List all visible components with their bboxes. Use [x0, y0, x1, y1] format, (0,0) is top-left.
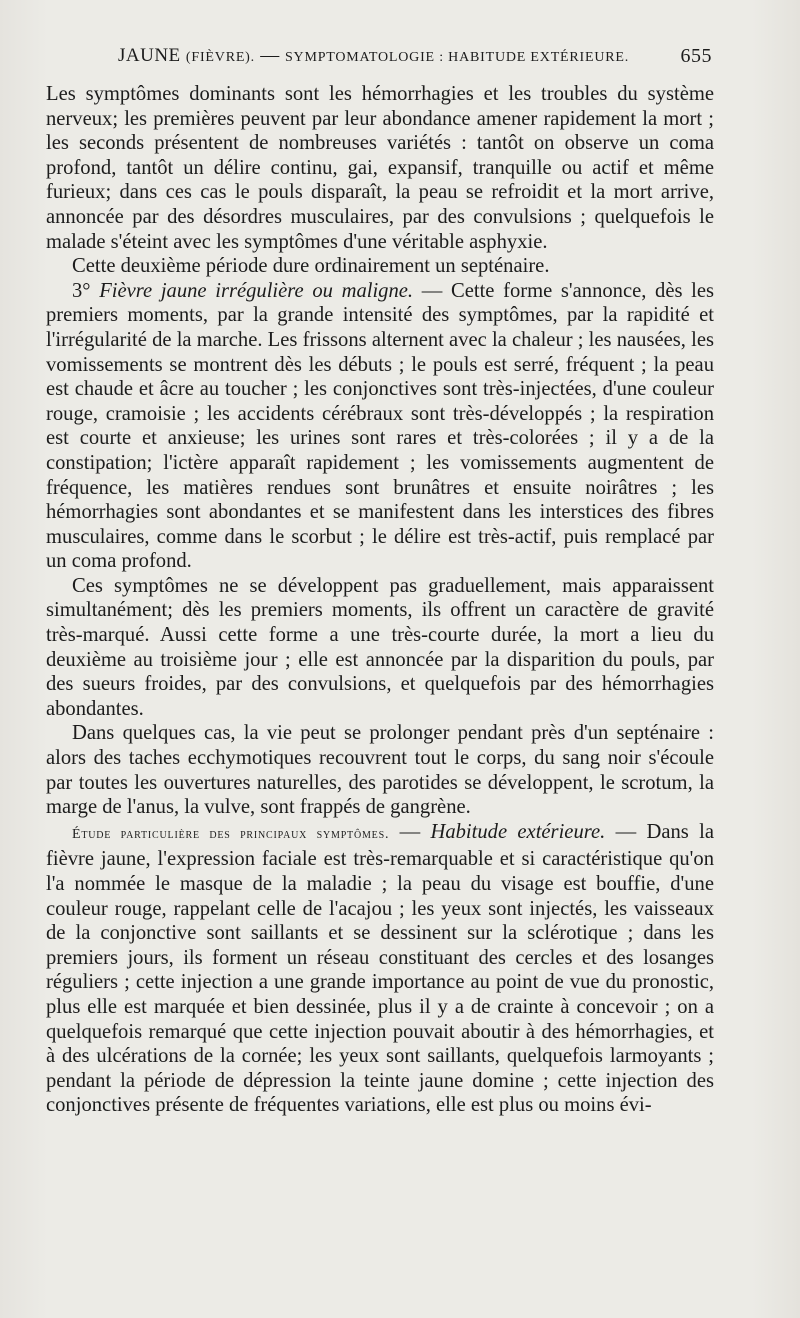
- paragraph-3: [46, 279, 714, 574]
- header-word: JAUNE: [118, 45, 181, 66]
- paragraph-5: Dans quelques cas, la vie peut se prolonger pendant près d'un septénaire : alors des taches ecchymotiques recouvrent tout le corps, du sang noir s'écoule par toutes les ouvertures naturelles, des parotides se développent, le scrotum, la marge de l'anus, la vulve, sont frappés de gangrène.: [46, 722, 714, 819]
- section-dash: —: [399, 820, 421, 843]
- body-text: [46, 82, 714, 1118]
- paragraph-3-number: 3°: [72, 279, 91, 302]
- paragraph-3-title: Fièvre jaune irrégulière ou maligne.: [99, 279, 414, 302]
- paragraph-4: Ces symptômes ne se développent pas graduellement, mais apparaissent simultanément; dès les premiers moments, ils offrent un caractère de gravité très-marqué. Aussi cette forme a une très-courte durée, la mort a lieu du deuxième au troisième jour ; elle est annoncée par la disparition du pouls, par des sueurs froides, par des convulsions, et quelquefois par des hémorrhagies abondantes.: [46, 574, 714, 720]
- paragraph-3-body: — Cette forme s'annonce, dès les premiers moments, par la grande intensité des symptômes, par la rapidité et l'irrégularité de la marche. Les frissons alternent avec la chaleur ; les nausées, les vomissements se montrent dès les débuts ; le pouls est serré, fréquent ; la peau est chaude et âcre au toucher ; les conjonctives sont très-injectées, d'une couleur rouge, cramoisie ; les accidents cérébraux sont très-développés ; la respiration est courte et anxieuse; les urines sont rares et très-colorées ; il y a de la constipation; l'ictère apparaît rapidement ; les vomissements augmentent de fréquence, les matières rendues sont brunâtres et ensuite noirâtres ; les hémorrhagies sont abondantes et se manifestent dans les interstices des fibres musculaires, comme dans le scorbut ; le délire est très-actif, puis remplacé par un coma profond.: [46, 279, 715, 573]
- section-subtitle: Habitude extérieure.: [430, 820, 606, 843]
- section-heading: Étude particulière des principaux symptômes.: [72, 826, 390, 842]
- paragraph-1: Les symptômes dominants sont les hémorrhagies et les troubles du système nerveux; les premières peuvent par leur abondance amener rapidement la mort ; les seconds présentent de nombreuses variétés : tantôt on observe un coma profond, tantôt un délire continu, gai, expansif, tranquille ou actif et même furieux; dans ces cas le pouls disparaît, la peau se refroidit et la mort arrive, annoncée par des désordres musculaires, par des convulsions ; quelquefois le malade s'éteint avec les symptômes d'une véritable asphyxie.: [46, 83, 714, 253]
- running-header: [118, 45, 712, 73]
- header-dash: —: [260, 45, 280, 66]
- paragraph-6-body: — Dans la fièvre jaune, l'expression faciale est très-remarquable et si caractéristique qu'on l'a nommée le masque de la maladie ; la peau du visage est bouffie, d'une couleur rouge, rappelant celle de l'acajou ; les yeux sont injectés, les vaisseaux de la conjonctive sont saillants et se dessinent sur la sclérotique ; dans les premiers jours, ils forment un réseau constituant des cercles et des losanges réguliers ; cette injection a une grande importance au point de vue du pronostic, plus elle est marquée et bien dessinée, plus il y a de crainte à concevoir ; on a quelquefois remarqué que cette injection pouvait aboutir à des hémorrhagies, et à des ulcérations de la cornée; les yeux sont saillants, quelquefois larmoyants ; pendant la période de dépression la teinte jaune domine ; cette injection des conjonctives présente de fréquentes variations, elle est plus ou moins évi-: [46, 820, 714, 1117]
- page-number: 655: [680, 45, 712, 67]
- paragraph-2: Cette deuxième période dure ordinairement un septénaire.: [72, 255, 550, 278]
- header-paren: (FIÈVRE).: [185, 50, 255, 65]
- header-title: [118, 45, 629, 67]
- paragraph-6: [46, 820, 714, 1118]
- header-section: SYMPTOMATOLOGIE : HABITUDE EXTÉRIEURE.: [284, 50, 630, 65]
